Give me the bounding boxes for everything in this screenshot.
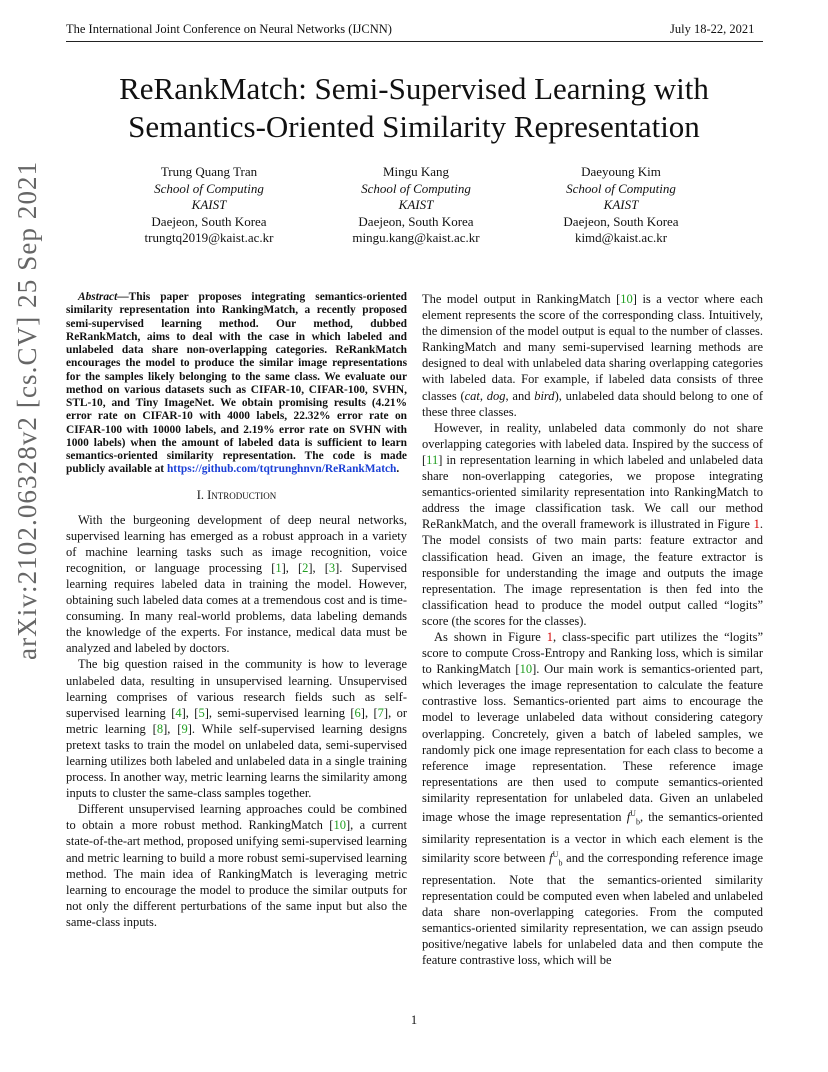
author-name: Trung Quang Tran [160, 164, 258, 179]
intro-paragraph-3: Different unsupervised learning approaches could be combined to obtain a more robust method. RankingMatch [10], a current state-of-the-art method, proposed unifying semi-supervised learning and metric learning to build a more robust semi-supervised learning method. The main idea of RankingMatch is leveraging metric learning to encourage the model to produce the similar outputs for not only the different perturbations of the same input but also the same-class inputs. [66, 802, 408, 929]
page-number: 1 [410, 1013, 418, 1027]
citation-link[interactable]: 5 [198, 705, 205, 720]
author-dept: School of Computing [361, 180, 471, 196]
author-dept: School of Computing [566, 180, 676, 196]
author-name: Daeyoung Kim [581, 164, 661, 179]
citation-link[interactable]: 3 [328, 560, 336, 575]
title-line-2: Semantics-Oriented Similarity Representation [128, 109, 700, 144]
author-email: kimd@kaist.ac.kr [574, 230, 668, 245]
author-org: KAIST [191, 197, 227, 212]
author-name: Mingu Kang [382, 164, 450, 179]
author-dept: School of Computing [154, 180, 264, 196]
title-line-1: ReRankMatch: Semi-Supervised Learning with [119, 71, 709, 106]
citation-link[interactable]: 4 [175, 705, 182, 720]
math-symbol: f [626, 810, 631, 825]
author-location: Daejeon, South Korea [358, 213, 474, 229]
author-location: Daejeon, South Korea [151, 213, 267, 229]
citation-link[interactable]: 11 [426, 452, 439, 467]
citation-link[interactable]: 8 [156, 721, 164, 736]
left-column [66, 291, 407, 930]
author-block-2 [316, 164, 516, 247]
abstract-label: Abstract [78, 291, 118, 303]
body-paragraph-3: As shown in Figure 1, class-specific part utilizes the “logits” score to compute Cross-Entropy and Ranking loss, which is similar to RankingMatch [10]. Our main work is semantics-oriented part, which leverages the image representation to calculate the feature contrastive loss. Semantics-oriented part aims to encourage the model to leverage unlabeled data without considering category overlapping. Concretely, given a batch of labeled samples, we randomly pick one image representation for each class to become a reference image representation. These reference image representations are then used to compute semantics-oriented similarity representation for unlabeled data. Given an unlabeled image whose the image representation $f^U_b$, the semantics-oriented similarity representation is a vector in which each element is the similarity score between $f^U_b$ and the corresponding reference image representation. Note that the semantics-oriented similarity representation could be computed even when labeled and unlabeled data share non-overlapping categories. From the computed semantics-oriented similarity representation, we can assign pseudo positive/negative labels for unlabeled data and then compute the feature contrastive loss, which will be [422, 629, 764, 968]
citation-link[interactable]: 10 [333, 818, 346, 833]
citation-link[interactable]: 7 [377, 705, 384, 720]
conference-dates: July 18-22, 2021 [670, 22, 755, 36]
figure-link[interactable]: 1 [546, 629, 554, 644]
body-paragraph-1: The model output in RankingMatch [10] is a vector where each element represents the score of the corresponding class. Intuitively, the dimension of the model output is equal to the number of classes. RankingMatch and many semi-supervised learning methods are designed to deal with unlabeled data sharing overlapping categories with labeled data. For example, if labeled data consists of three classes (cat, dog, and bird), unlabeled data should belong to one of these three classes. [422, 292, 763, 419]
author-email: trungtq2019@kaist.ac.kr [144, 230, 274, 245]
citation-link[interactable]: 9 [181, 721, 188, 736]
section-heading-introduction: I. Introduction [196, 487, 277, 502]
author-block-3 [521, 164, 721, 247]
citation-link[interactable]: 6 [354, 705, 361, 720]
citation-link[interactable]: 1 [275, 560, 282, 575]
code-link[interactable]: https://github.com/tqtrunghnvn/ReRankMatch [166, 463, 397, 476]
header-rule [66, 41, 763, 42]
author-block-1 [109, 164, 309, 247]
paper-title [40, 70, 788, 146]
author-location: Daejeon, South Korea [563, 213, 679, 229]
arxiv-stamp: arXiv:2102.06328v2 [cs.CV] 25 Sep 2021 [12, 160, 42, 660]
author-org: KAIST [603, 197, 639, 212]
abstract-body: This paper proposes integrating semantics-oriented similarity representation into RankingMatch, a recently proposed semi-supervised learning method. Our method, dubbed ReRankMatch, aims to deal with the case in which labeled and unlabeled data share non-overlapping categories. ReRankMatch encourages the model to produce the similar image representations for the samples likely belonging to the same class. We evaluate our method on various datasets such as CIFAR-10, CIFAR-100, SVHN, STL-10, and Tiny ImageNet. We obtain promising results (4.21% error rate on CIFAR-10 with 4000 labels, 22.32% error rate on CIFAR-100 with 10000 labels, and 2.19% error rate on SVHN with 1000 labels) when the amount of labeled data is sufficient to learn semantics-oriented similarity representation. The code is made publicly available at [66, 291, 407, 476]
author-org: KAIST [398, 197, 434, 212]
intro-paragraph-2: The big question raised in the community is how to leverage unlabeled data, resulting in unsupervised learning. Unsupervised learning comprises of various research fields such as self-supervised learning [4], [5], semi-supervised learning [6], [7], or metric learning [8], [9]. While self-supervised learning designs pretext tasks to train the model on unlabeled data, semi-supervised learning utilizes both labeled and unlabeled data in a single training process. In another way, metric learning learns the similarity among inputs to cluster the same-class samples together. [66, 657, 407, 801]
figure-link[interactable]: 1 [753, 517, 760, 532]
conference-header: The International Joint Conference on Neural Networks (IJCNN) [66, 22, 392, 36]
intro-paragraph-1: With the burgeoning development of deep neural networks, supervised learning has emerged as a robust approach in a variety of machine learning tasks such as image recognition, voice recognition, or language processing [1], [2], [3]. Supervised learning requires labeled data in training the model. However, obtaining such labeled data comes at a tremendous cost and is time-consuming. In many real-world problems, data labeling demands the knowledge of the experts. For instance, medical data must be analyzed and labeled by doctors. [66, 512, 408, 656]
citation-link[interactable]: 2 [302, 560, 309, 575]
citation-link[interactable]: 10 [519, 662, 533, 677]
citation-link[interactable]: 10 [620, 292, 633, 306]
math-symbol: f [549, 851, 553, 865]
body-paragraph-2: However, in reality, unlabeled data commonly do not share overlapping categories with labeled data. Inspired by the success of [11] in representation learning in which labeled and unlabeled data share non-overlapping categories, we propose integrating semantics-oriented similarity representation into RankingMatch to address the image classification task. We call our method ReRankMatch, and the overall framework is illustrated in Figure 1. The model consists of two main parts: feature extractor and classification head. Given an image, the feature extractor is responsible for understanding the image and outputs the image representation. The image representation is then fed into the classification head to produce the model output called “logits” score (the scores for the classes). [422, 420, 763, 628]
right-column [422, 291, 763, 968]
author-email: mingu.kang@kaist.ac.kr [352, 230, 480, 245]
abstract: Abstract—This paper proposes integrating semantics-oriented similarity representation into RankingMatch, a recently proposed semi-supervised learning method. Our method, dubbed ReRankMatch, aims to deal with the case in which labeled and unlabeled data share non-overlapping categories. ReRankMatch encourages the model to produce the similar image representations for the samples likely belonging to the same class. We evaluate our method on various datasets such as CIFAR-10, CIFAR-100, SVHN, STL-10, and Tiny ImageNet. We obtain promising results (4.21% error rate on CIFAR-10 with 4000 labels, 22.32% error rate on CIFAR-100 with 10000 labels, and 2.19% error rate on SVHN with 1000 labels) when the amount of labeled data is sufficient to learn semantics-oriented similarity representation. The code is made publicly available at https://github.com/tqtrunghnvn/ReRankMatch. [66, 291, 407, 476]
